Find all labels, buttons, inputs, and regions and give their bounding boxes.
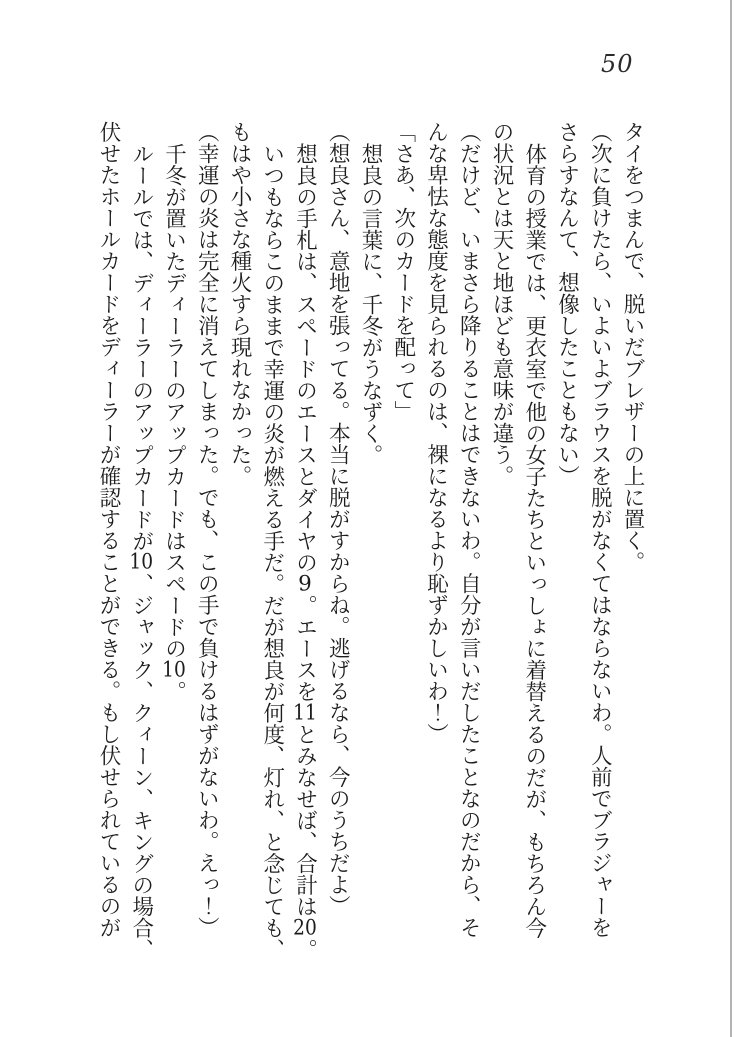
text-line: ルールでは、ディーラーのアップカードが10、ジャック、クィーン、キングの場合、 bbox=[128, 142, 154, 960]
tatechuyoko-number: 10 bbox=[129, 551, 154, 573]
scan-edge-line bbox=[730, 0, 732, 1037]
text-block bbox=[91, 121, 648, 991]
tatechuyoko-number: 11 bbox=[293, 701, 317, 723]
text-line: （だけど、いまさら降りることはできないわ。自分が言いだしたことなのだから、そ bbox=[456, 121, 482, 938]
text-line: 体育の授業では、更衣室で他の女子たちといっしょに着替えるのだが、もちろん今 bbox=[521, 142, 547, 938]
text-line: の状況とは天と地ほども意味が違う。 bbox=[489, 121, 514, 487]
text-line: 千冬が置いたディーラーのアップカードはスペードの10。 bbox=[161, 142, 187, 702]
text-line: （想良さん、意地を張ってる。本当に脱がすからね。逃げるなら、今のうちだよ） bbox=[325, 121, 351, 917]
tatechuyoko-number: 9 bbox=[298, 572, 312, 594]
text-line: さらすなんて、想像したこともない） bbox=[554, 121, 580, 487]
tatechuyoko-number: 10 bbox=[162, 658, 186, 680]
text-line: 「さあ、次のカードを配って」 bbox=[390, 121, 416, 422]
text-line: 想良の手札は、スペードのエースとダイヤの9。エースを11とみなせば、合計は20。 bbox=[292, 142, 318, 960]
text-line: （幸運の炎は完全に消えてしまった。でも、この手で負けるはずがないわ。えっ！） bbox=[194, 121, 220, 938]
text-line: んな卑怯な態度を見られるのは、裸になるより恥ずかしいわ！） bbox=[423, 121, 449, 745]
text-line: タイをつまんで、脱いだブレザーの上に置く。 bbox=[620, 121, 645, 573]
text-line: 伏せたホールカードをディーラーが確認することができる。もし伏せられているのが bbox=[96, 121, 121, 938]
text-line: 想良の言葉に、千冬がうなずく。 bbox=[358, 142, 383, 465]
text-line: いつもならこのままで幸運の炎が燃える手だ。だが想良が何度、灯れ、と念じても、 bbox=[259, 142, 285, 960]
page-number: 50 bbox=[601, 50, 634, 78]
text-line: （次に負けたら、いよいよブラウスを脱がなくてはならないわ。人前でブラジャーを bbox=[587, 121, 613, 938]
tatechuyoko-number: 20 bbox=[293, 916, 317, 938]
text-line: もはや小さな種火すら現れなかった。 bbox=[227, 121, 252, 487]
